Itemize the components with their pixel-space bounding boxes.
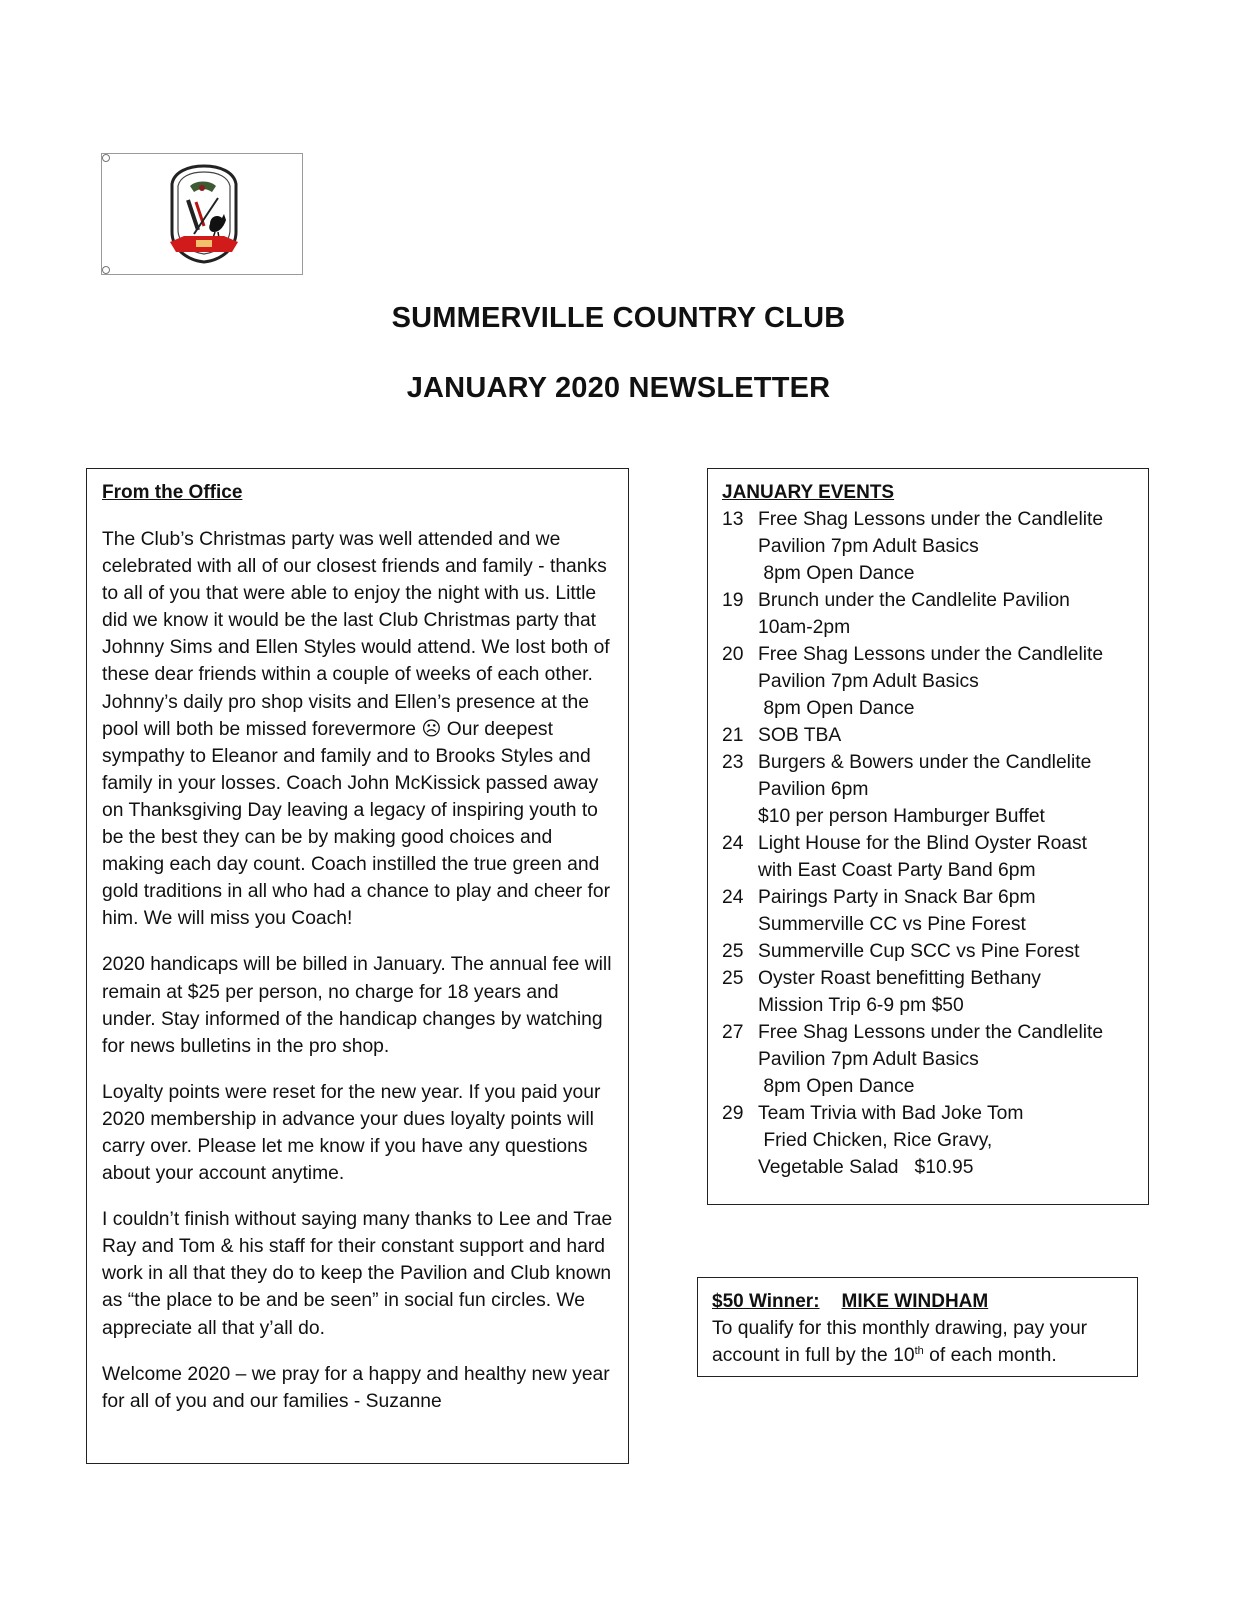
newsletter-title: JANUARY 2020 NEWSLETTER xyxy=(406,372,831,404)
winner-text-end: of each month. xyxy=(923,1345,1057,1366)
event-day: 24 xyxy=(722,833,744,854)
event-day: 25 xyxy=(722,941,744,962)
event-line: Oyster Roast benefitting Bethany xyxy=(758,968,1041,989)
events-list xyxy=(722,506,1134,1181)
event-line: Pairings Party in Snack Bar 6pm xyxy=(758,887,1036,908)
event-item xyxy=(722,722,1134,749)
event-line: Light House for the Blind Oyster Roast xyxy=(758,833,1088,854)
event-line: Pavilion 6pm xyxy=(758,779,869,800)
event-line: Free Shag Lessons under the Candlelite xyxy=(758,644,1104,665)
event-day: 25 xyxy=(722,968,744,989)
event-line: Free Shag Lessons under the Candlelite xyxy=(758,509,1104,530)
office-paragraph-2: 2020 handicaps will be billed in January. The annual fee will remain at $25 per person, no charge for 18 years and under. Stay informed of the handicap changes by watching for news bulletins in the pro shop. xyxy=(102,954,612,1057)
event-line: 8pm Open Dance xyxy=(758,563,915,584)
event-day: 13 xyxy=(722,509,744,530)
event-line: Brunch under the Candlelite Pavilion xyxy=(758,590,1070,611)
event-line: SOB TBA xyxy=(758,725,842,746)
event-day: 20 xyxy=(722,644,744,665)
event-day: 19 xyxy=(722,590,744,611)
event-day: 23 xyxy=(722,752,744,773)
grommet-bottom xyxy=(102,266,110,274)
event-line: Burgers & Bowers under the Candlelite xyxy=(758,752,1092,773)
event-description xyxy=(758,506,1134,587)
event-line: Mission Trip 6-9 pm $50 xyxy=(758,995,964,1016)
event-line: 8pm Open Dance xyxy=(758,1076,915,1097)
winner-text-main: To qualify for this monthly drawing, pay your account in full by the 10 xyxy=(712,1318,1088,1366)
event-line: Fried Chicken, Rice Gravy, xyxy=(758,1130,993,1151)
event-day: 29 xyxy=(722,1103,744,1124)
event-line: Pavilion 7pm Adult Basics xyxy=(758,536,979,557)
club-name: SUMMERVILLE COUNTRY CLUB xyxy=(391,302,846,334)
winner-label: $50 Winner: xyxy=(712,1291,820,1312)
office-heading: From the Office xyxy=(102,482,243,503)
event-line: Summerville Cup SCC vs Pine Forest xyxy=(758,941,1080,962)
event-line: Summerville CC vs Pine Forest xyxy=(758,914,1026,935)
event-item xyxy=(722,1100,1134,1181)
event-description xyxy=(758,722,1134,749)
events-heading: JANUARY EVENTS xyxy=(722,482,895,503)
event-item xyxy=(722,965,1134,1019)
winner-box xyxy=(697,1277,1138,1377)
winner-text-superscript: th xyxy=(914,1345,924,1357)
event-description xyxy=(758,938,1134,965)
from-the-office-box xyxy=(86,468,629,1464)
event-item xyxy=(722,641,1134,722)
event-description xyxy=(758,749,1134,830)
event-line: Team Trivia with Bad Joke Tom xyxy=(758,1103,1024,1124)
winner-name: MIKE WINDHAM xyxy=(841,1291,989,1312)
event-description xyxy=(758,1019,1134,1100)
january-events-box xyxy=(707,468,1149,1205)
event-line: Free Shag Lessons under the Candlelite xyxy=(758,1022,1104,1043)
office-paragraph-4: I couldn’t finish without saying many thanks to Lee and Trae Ray and Tom & his staff for their constant support and hard work in all that they do to keep the Pavilion and Club known as “the place to be and be seen” in social fun circles. We appreciate all that y’all do. xyxy=(102,1209,613,1339)
event-line: 8pm Open Dance xyxy=(758,698,915,719)
event-item xyxy=(722,1019,1134,1100)
event-description xyxy=(758,587,1134,641)
event-item xyxy=(722,506,1134,587)
event-item xyxy=(722,749,1134,830)
club-logo-flag xyxy=(101,153,303,275)
event-line: Pavilion 7pm Adult Basics xyxy=(758,1049,979,1070)
office-paragraph-3: Loyalty points were reset for the new year. If you paid your 2020 membership in advance your dues loyalty points will carry over. Please let me know if you have any questions about your account anytime. xyxy=(102,1081,601,1185)
event-description xyxy=(758,1100,1134,1181)
event-description xyxy=(758,641,1134,722)
event-day: 21 xyxy=(722,725,744,746)
grommet-top xyxy=(102,154,110,162)
event-line: with East Coast Party Band 6pm xyxy=(758,860,1036,881)
event-line: Vegetable Salad $10.95 xyxy=(758,1157,974,1178)
winner-heading xyxy=(712,1288,1123,1315)
office-paragraph-5: Welcome 2020 – we pray for a happy and healthy new year for all of you and our families - Suzanne xyxy=(102,1363,610,1412)
event-description xyxy=(758,965,1134,1019)
event-item xyxy=(722,587,1134,641)
event-line: $10 per person Hamburger Buffet xyxy=(758,806,1045,827)
event-description xyxy=(758,884,1134,938)
event-day: 27 xyxy=(722,1022,744,1043)
club-crest-icon xyxy=(166,162,242,266)
office-paragraph-1: The Club’s Christmas party was well attended and we celebrated with all of our closest friends and family - thanks to all of you that were able to enjoy the night with us. Little did we know it would be the last Club Christmas party that Johnny Sims and Ellen Styles would attend. We lost both of these dear friends within a couple of weeks of each other. Johnny’s daily pro shop visits and Ellen’s presence at the pool will both be missed forevermore ☹ Our deepest sympathy to Eleanor and family and to Brooks Styles and family in your losses. Coach John McKissick passed away on Thanksgiving Day leaving a legacy of inspiring youth to be the best they can be by making good choices and making each day count. Coach instilled the true green and gold traditions in all who had a chance to play and cheer for him. We will miss you Coach! xyxy=(102,529,611,930)
winner-text xyxy=(712,1315,1123,1369)
event-item xyxy=(722,884,1134,938)
event-item xyxy=(722,830,1134,884)
event-description xyxy=(758,830,1134,884)
event-line: 10am-2pm xyxy=(758,617,851,638)
event-day: 24 xyxy=(722,887,744,908)
event-line: Pavilion 7pm Adult Basics xyxy=(758,671,979,692)
event-item xyxy=(722,938,1134,965)
